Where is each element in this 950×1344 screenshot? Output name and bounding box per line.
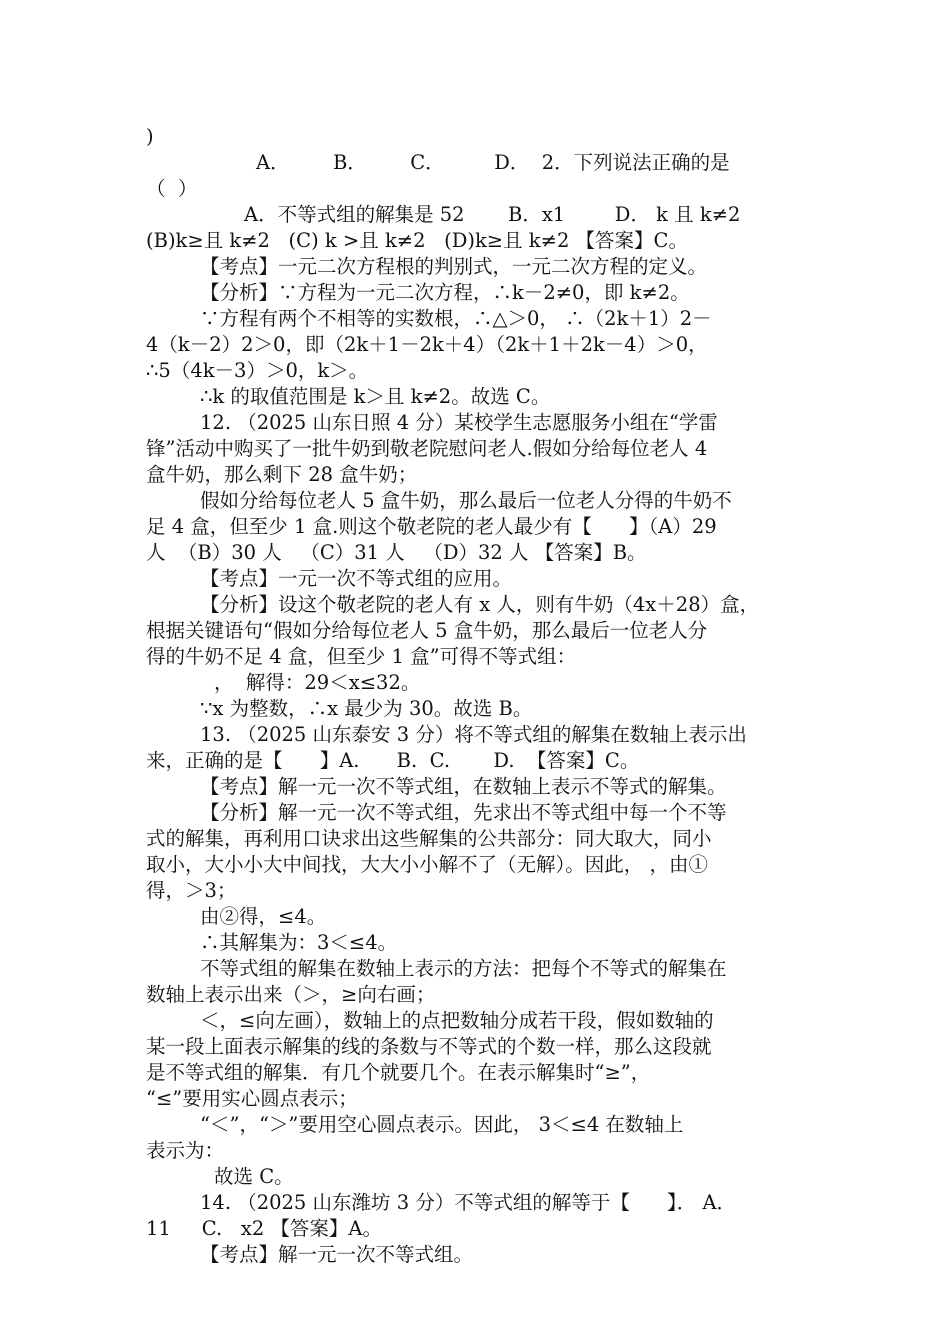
text-line: A．不等式组的解集是 52 B．x1 D． k 且 k≠2 bbox=[244, 203, 741, 226]
text-line: 某一段上面表示解集的线的条数与不等式的个数一样，那么这段就 bbox=[146, 1035, 712, 1058]
text-line: ∴5（4k－3）＞0，k＞。 bbox=[146, 359, 369, 382]
text-line: 【分析】解一元一次不等式组，先求出不等式组中每一个不等 bbox=[200, 801, 727, 824]
text-line: 表示为： bbox=[146, 1139, 225, 1162]
text-line: 人 （B）30 人 （C）31 人 （D）32 人 【答案】B。 bbox=[146, 541, 647, 564]
text-line: 是不等式组的解集．有几个就要几个。在表示解集时“≥”， bbox=[146, 1061, 651, 1084]
text-line: （ ） bbox=[146, 177, 198, 200]
text-line: 故选 C。 bbox=[214, 1165, 294, 1188]
text-line: 14. （2025 山东潍坊 3 分）不等式组的解等于【 】． A． bbox=[200, 1191, 737, 1214]
text-line: “≤”要用实心圆点表示； bbox=[146, 1087, 358, 1110]
text-line: A． B． C． D． 2．下列说法正确的是 bbox=[256, 151, 730, 174]
text-line: 得，＞3； bbox=[146, 879, 237, 902]
text-line: 数轴上表示出来（＞，≥向右画； bbox=[146, 983, 436, 1006]
text-line: ， 解得：29＜x≤32。 bbox=[214, 671, 421, 694]
text-line: 假如分给每位老人 5 盒牛奶，那么最后一位老人分得的牛奶不 bbox=[200, 489, 732, 512]
text-line: ∴k 的取值范围是 k＞且 k≠2。故选 C。 bbox=[200, 385, 551, 408]
text-line: 得的牛奶不足 4 盒，但至少 1 盒”可得不等式组： bbox=[146, 645, 577, 668]
text-line: 【考点】一元一次不等式组的应用。 bbox=[200, 567, 513, 590]
text-line: 12. （2025 山东日照 4 分）某校学生志愿服务小组在“学雷 bbox=[200, 411, 718, 434]
text-line: 锋”活动中购买了一批牛奶到敬老院慰问老人.假如分给每位老人 4 bbox=[146, 437, 708, 460]
text-line: ∵方程有两个不相等的实数根，∴△＞0， ∴（2k＋1）2－ bbox=[200, 307, 712, 330]
text-line: 来，正确的是【 】A. B. C. D. 【答案】C。 bbox=[146, 749, 640, 772]
text-line: ∴其解集为：3＜≤4。 bbox=[200, 931, 398, 954]
text-line: “＜”，“＞”要用空心圆点表示。因此， 3＜≤4 在数轴上 bbox=[200, 1113, 684, 1136]
text-line: 4（k－2）2＞0，即（2k＋1－2k＋4）（2k＋1＋2k－4）＞0， bbox=[146, 333, 708, 356]
text-line: 【考点】解一元一次不等式组，在数轴上表示不等式的解集。 bbox=[200, 775, 727, 798]
text-line: 式的解集，再利用口诀求出这些解集的公共部分：同大取大，同小 bbox=[146, 827, 712, 850]
text-line: (B)k≥且 k≠2 (C) k >且 k≠2 (D)k≥且 k≠2 【答案】C。 bbox=[146, 229, 688, 252]
text-line: 足 4 盒，但至少 1 盒.则这个敬老院的老人最少有【 】（A）29 bbox=[146, 515, 717, 538]
text-line: 【考点】一元二次方程根的判别式，一元二次方程的定义。 bbox=[200, 255, 708, 278]
text-line: 取小，大小小大中间找，大大小小解不了（无解）。因此， ，由① bbox=[146, 853, 708, 876]
text-line: 由②得，≤4。 bbox=[200, 905, 327, 928]
text-line: 13. （2025 山东泰安 3 分）将不等式组的解集在数轴上表示出 bbox=[200, 723, 747, 746]
text-line: 11 C. x2 【答案】A。 bbox=[146, 1217, 383, 1240]
text-line: ∵x 为整数，∴x 最少为 30。故选 B。 bbox=[200, 697, 533, 720]
text-line: 根据关键语句“假如分给每位老人 5 盒牛奶，那么最后一位老人分 bbox=[146, 619, 708, 642]
text-line: ) bbox=[146, 125, 154, 148]
text-line: ＜，≤向左画），数轴上的点把数轴分成若干段，假如数轴的 bbox=[200, 1009, 714, 1032]
text-line: 不等式组的解集在数轴上表示的方法：把每个不等式的解集在 bbox=[200, 957, 727, 980]
text-line: 【分析】∵方程为一元二次方程，∴k－2≠0，即 k≠2。 bbox=[200, 281, 690, 304]
text-line: 【考点】解一元一次不等式组。 bbox=[200, 1243, 474, 1266]
text-line: 盒牛奶，那么剩下 28 盒牛奶； bbox=[146, 463, 418, 486]
text-line: 【分析】设这个敬老院的老人有 x 人，则有牛奶（4x＋28）盒， bbox=[200, 593, 760, 616]
